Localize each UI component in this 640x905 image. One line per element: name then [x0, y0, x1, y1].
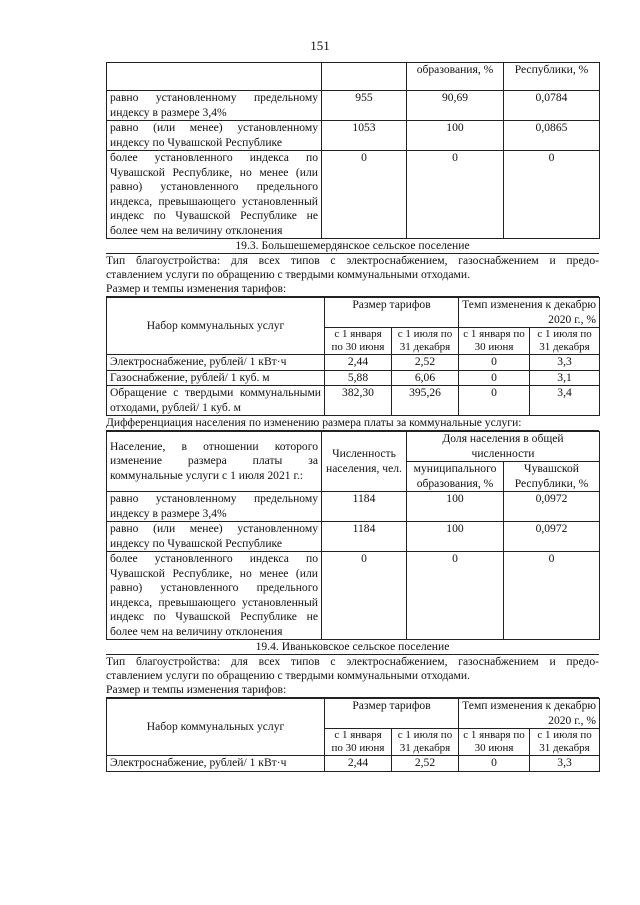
- col-size: Размер тарифов: [325, 298, 459, 328]
- cell-municipal: 0: [407, 151, 504, 239]
- cell-value: 2,52: [392, 756, 459, 772]
- cell-value: 5,88: [325, 370, 392, 386]
- paragraph-line: Тип благоустройства: для всех типов с электроснабжением, газоснабжением и предо-: [106, 254, 599, 267]
- tariff-table: [106, 698, 600, 772]
- table-header-cell: образования, %: [407, 63, 504, 91]
- cell-municipal: 100: [407, 522, 504, 552]
- sub-header: с 1 января по 30 июня: [325, 729, 392, 756]
- table-row: [107, 370, 600, 386]
- cell-republic: 0,0972: [504, 522, 600, 552]
- cell-value: 6,06: [392, 370, 459, 386]
- col-rate: Темп изменения к декабрю 2020 г., %: [459, 699, 600, 729]
- sub-header: с 1 января по 30 июня: [459, 729, 530, 756]
- col-count: Численность населения, чел.: [322, 432, 407, 492]
- cell-republic: 0: [504, 151, 600, 239]
- service-name: Газоснабжение, рублей/ 1 куб. м: [107, 370, 325, 386]
- cell-value: 0: [459, 756, 530, 772]
- sub-header: с 1 июля по 31 декабря: [392, 729, 459, 756]
- row-label: равно (или менее) установленному индексу по Чувашской Республике: [107, 522, 322, 552]
- cell-municipal: 100: [407, 492, 504, 522]
- col-republic: Чувашской Республики, %: [504, 462, 600, 492]
- service-name: Электроснабжение, рублей/ 1 кВт·ч: [107, 355, 325, 371]
- cell-count: 0: [322, 552, 407, 640]
- population-table: [106, 431, 600, 640]
- cell-value: 2,44: [325, 355, 392, 371]
- table-row: [107, 552, 600, 640]
- cell-value: 0: [459, 355, 530, 371]
- cell-republic: 0,0865: [504, 121, 600, 151]
- row-label: равно (или менее) установленному индексу по Чувашской Республике: [107, 121, 322, 151]
- sub-header: с 1 июля по 31 декабря: [530, 328, 600, 355]
- sub-header: с 1 июля по 31 декабря: [530, 729, 600, 756]
- col-services: Набор коммунальных услуг: [107, 699, 325, 756]
- cell-value: 3,1: [530, 370, 600, 386]
- subheading: Дифференциация населения по изменению размера платы за коммунальные услуги:: [106, 416, 599, 431]
- col-population: Население, в отношении которого изменение размера платы за коммунальные услуги с 1 июля 2021 г.:: [107, 432, 322, 492]
- table-row: [107, 121, 600, 151]
- row-label: более установленного индекса по Чувашской Республике, но менее (или равно) установленного предельного индекса, превышающего установленный индекс по Чувашской Республике не более чем на величину отклонения: [107, 151, 322, 239]
- table-row: [107, 522, 600, 552]
- population-table-continued: [106, 62, 600, 239]
- cell-count: 1053: [322, 121, 407, 151]
- row-label: равно установленному предельному индексу в размере 3,4%: [107, 492, 322, 522]
- tariff-table: [106, 297, 600, 416]
- cell-republic: 0: [504, 552, 600, 640]
- cell-value: 2,52: [392, 355, 459, 371]
- sub-header: с 1 июля по 31 декабря: [392, 328, 459, 355]
- page-number: 151: [310, 38, 330, 53]
- col-municipal: муниципального образования, %: [407, 462, 504, 492]
- paragraph-line: Тип благоустройства: для всех типов с электроснабжением, газоснабжением и предо-: [106, 655, 599, 668]
- table-row: [107, 151, 600, 239]
- row-label: равно установленному предельному индексу в размере 3,4%: [107, 91, 322, 121]
- col-rate: Темп изменения к декабрю 2020 г., %: [459, 298, 600, 328]
- subheading: Размер и темпы изменения тарифов:: [106, 683, 599, 698]
- cell-value: 2,44: [325, 756, 392, 772]
- cell-count: 1184: [322, 522, 407, 552]
- table-row: [107, 386, 600, 416]
- service-name: Электроснабжение, рублей/ 1 кВт·ч: [107, 756, 325, 772]
- col-size: Размер тарифов: [325, 699, 459, 729]
- cell-value: 0: [459, 370, 530, 386]
- cell-municipal: 90,69: [407, 91, 504, 121]
- table-header-cell: Республики, %: [504, 63, 600, 91]
- paragraph-line: ставлением услуги по обращению с твердыми коммунальными отходами.: [106, 268, 471, 281]
- cell-count: 955: [322, 91, 407, 121]
- cell-republic: 0,0972: [504, 492, 600, 522]
- row-label: более установленного индекса по Чувашской Республике, но менее (или равно) установленного предельного индекса, превышающего установленный индекс по Чувашской Республике не более чем на величину отклонения: [107, 552, 322, 640]
- table-header-cell: [322, 63, 407, 91]
- sub-header: с 1 января по 30 июня: [325, 328, 392, 355]
- col-services: Набор коммунальных услуг: [107, 298, 325, 355]
- section-title: 19.3. Большешемердянское сельское поселение: [106, 239, 599, 254]
- table-header-cell: [107, 63, 322, 91]
- cell-republic: 0,0784: [504, 91, 600, 121]
- cell-value: 3,3: [530, 756, 600, 772]
- paragraph-line: ставлением услуги по обращению с твердыми коммунальными отходами.: [106, 669, 471, 682]
- cell-value: 3,3: [530, 355, 600, 371]
- service-name: Обращение с твердыми коммунальными отходами, рублей/ 1 куб. м: [107, 386, 325, 416]
- subheading: Размер и темпы изменения тарифов:: [106, 282, 599, 297]
- cell-value: 395,26: [392, 386, 459, 416]
- document-content: [106, 62, 599, 772]
- table-row: [107, 91, 600, 121]
- table-row: [107, 355, 600, 371]
- col-share: Доля населения в общей численности: [407, 432, 600, 462]
- cell-count: 1184: [322, 492, 407, 522]
- section-title: 19.4. Иваньковское сельское поселение: [106, 640, 599, 655]
- table-row: [107, 756, 600, 772]
- cell-value: 382,30: [325, 386, 392, 416]
- table-row: [107, 492, 600, 522]
- cell-value: 0: [459, 386, 530, 416]
- sub-header: с 1 января по 30 июня: [459, 328, 530, 355]
- cell-count: 0: [322, 151, 407, 239]
- cell-municipal: 0: [407, 552, 504, 640]
- cell-value: 3,4: [530, 386, 600, 416]
- cell-municipal: 100: [407, 121, 504, 151]
